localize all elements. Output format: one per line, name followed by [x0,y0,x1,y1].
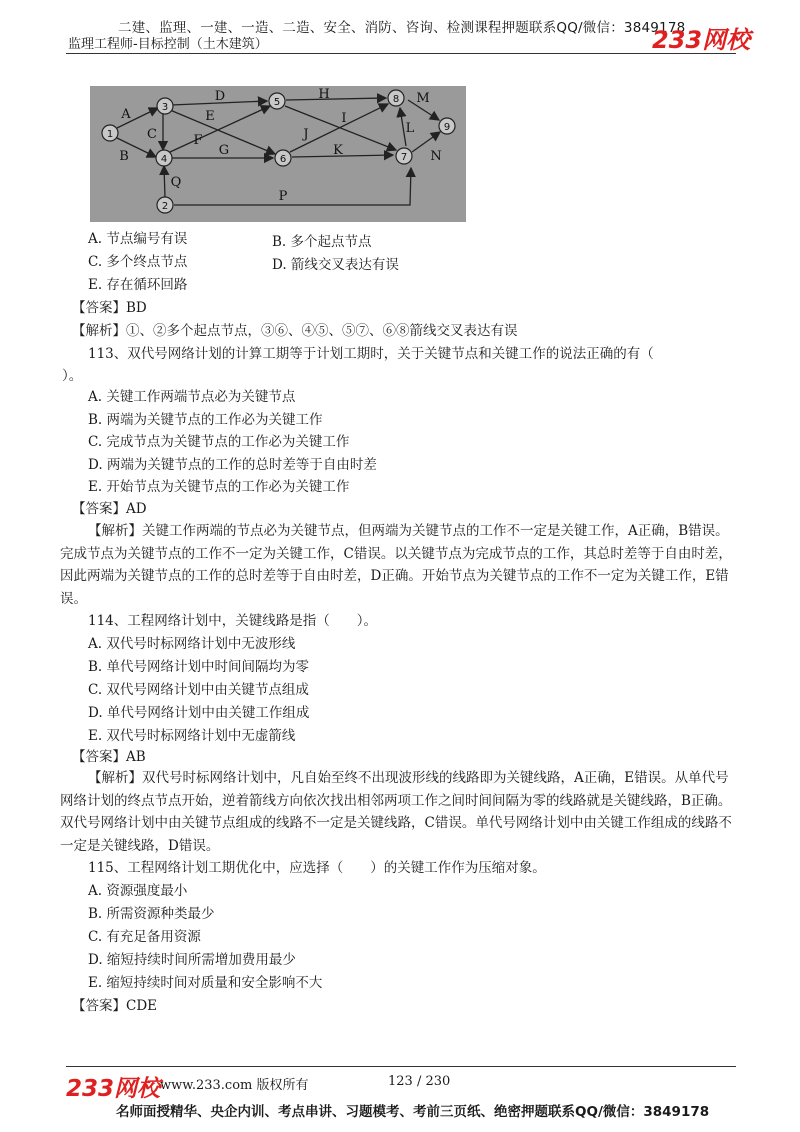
q114-option-d: D. 单代号网络计划中由关键工作组成 [88,705,310,721]
network-diagram-figure [90,86,466,222]
node-label: 3 [161,102,169,113]
edge-label: A [121,107,131,122]
edge-label: D [214,89,226,104]
q113-stem: 113、双代号网络计划的计算工期等于计划工期时，关于关键节点和关键工作的说法正确的有（ [88,346,654,362]
edge-label: F [193,133,203,148]
edge-label: K [333,143,343,158]
q112-answer: 【答案】BD [72,300,147,316]
edge-label: J [303,127,309,142]
node-label: 4 [160,154,168,165]
q113-analysis: 【解析】关键工作两端的节点必为关键节点，但两端为关键节点的工作不一定是关键工作，A正确，B错误。完成节点为关键节点的工作不一定为关键工作，C错误。以关键节点为完成节点的工作，其总时差等于自由时差，因此两端为关键节点的工作的总时差等于自由时差，D正确。开始节点为关键节点的工作不一定为关键工作，E错误。 [60,523,732,607]
edge-label: Q [170,175,182,190]
edge-label: B [119,149,129,164]
edge-label: L [405,121,415,136]
node-label: 7 [400,152,408,163]
q115-option-d: D. 缩短持续时间所需增加费用最少 [88,952,296,968]
page-number: 123 / 230 [388,1074,451,1089]
q115-option-b: B. 所需资源种类最少 [88,906,215,922]
q113-answer: 【答案】AD [72,501,147,517]
q114-option-e: E. 双代号时标网络计划中无虚箭线 [88,728,296,744]
q112-option-b: B. 多个起点节点 [272,234,372,250]
header-logo: 233网校 [652,26,751,54]
edge-label: C [147,127,157,142]
q112-analysis: 【解析】①、②多个起点节点，③⑥、④⑤、⑤⑦、⑥⑧箭线交叉表达有误 [72,323,518,339]
q113-stem-cont: ）。 [62,368,83,384]
q114-analysis: 【解析】双代号时标网络计划中，凡自始至终不出现波形线的线路即为关键线路，A正确，E错误。从单代号网络计划的终点节点开始，逆着箭线方向依次找出相邻两项工作之间时间间隔为零的线路就是关键线路，B正确。双代号网络计划中由关键节点组成的线路不一定是关键线路，C错误。单代号网络计划中由关键工作组成的线路不一定是关键线路，D错误。 [60,770,732,854]
q114-stem: 114、工程网络计划中，关键线路是指（ ）。 [88,613,378,629]
header-divider [66,53,736,54]
q115-option-c: C. 有充足备用资源 [88,929,201,945]
node-label: 6 [279,154,287,165]
edge-label: H [318,87,330,102]
node-label: 9 [443,122,451,133]
q115-option-a: A. 资源强度最小 [88,883,188,899]
q112-option-a: A. 节点编号有误 [88,231,188,247]
edge-label: M [416,91,430,106]
q113-option-a: A. 关键工作两端节点必为关键节点 [88,389,296,405]
q114-option-c: C. 双代号网络计划中由关键节点组成 [88,682,309,698]
footer-divider [66,1066,736,1067]
footer-copyright: www.233.com 版权所有 [160,1078,309,1093]
node-label: 2 [161,201,169,212]
q112-option-e: E. 存在循环回路 [88,277,188,293]
edge-label: P [278,189,288,204]
q115-answer: 【答案】CDE [72,998,158,1014]
q112-option-d: D. 箭线交叉表达有误 [272,257,399,273]
header-subtitle: 监理工程师-目标控制（土木建筑） [68,37,268,52]
q112-option-c: C. 多个终点节点 [88,254,188,270]
q114-answer: 【答案】AB [72,749,146,765]
header-contact-line: 二建、监理、一建、一造、二造、安全、消防、咨询、检测课程押题联系QQ/微信：3849178 [118,20,686,36]
q113-option-b: B. 两端为关键节点的工作必为关键工作 [88,412,323,428]
footer-logo: 233网校 [66,1076,161,1102]
footer-ad-line: 名师面授精华、央企内训、考点串讲、习题模考、考前三页纸、绝密押题联系QQ/微信：3849178 [116,1104,710,1120]
q113-option-d: D. 两端为关键节点的工作的总时差等于自由时差 [88,457,377,473]
node-label: 1 [106,129,114,140]
q113-option-c: C. 完成节点为关键节点的工作必为关键工作 [88,434,350,450]
edge-label: N [430,149,442,164]
node-label: 8 [392,94,400,105]
q114-option-b: B. 单代号网络计划中时间间隔均为零 [88,659,310,675]
q115-stem: 115、工程网络计划工期优化中，应选择（ ）的关键工作作为压缩对象。 [88,860,546,876]
edge-label: E [205,109,215,124]
node-label: 5 [273,97,281,108]
q113-option-e: E. 开始节点为关键节点的工作必为关键工作 [88,479,350,495]
q115-option-e: E. 缩短持续时间对质量和安全影响不大 [88,975,323,991]
edge-label: G [218,143,230,158]
q114-option-a: A. 双代号时标网络计划中无波形线 [88,636,296,652]
edge-label: I [341,111,347,126]
